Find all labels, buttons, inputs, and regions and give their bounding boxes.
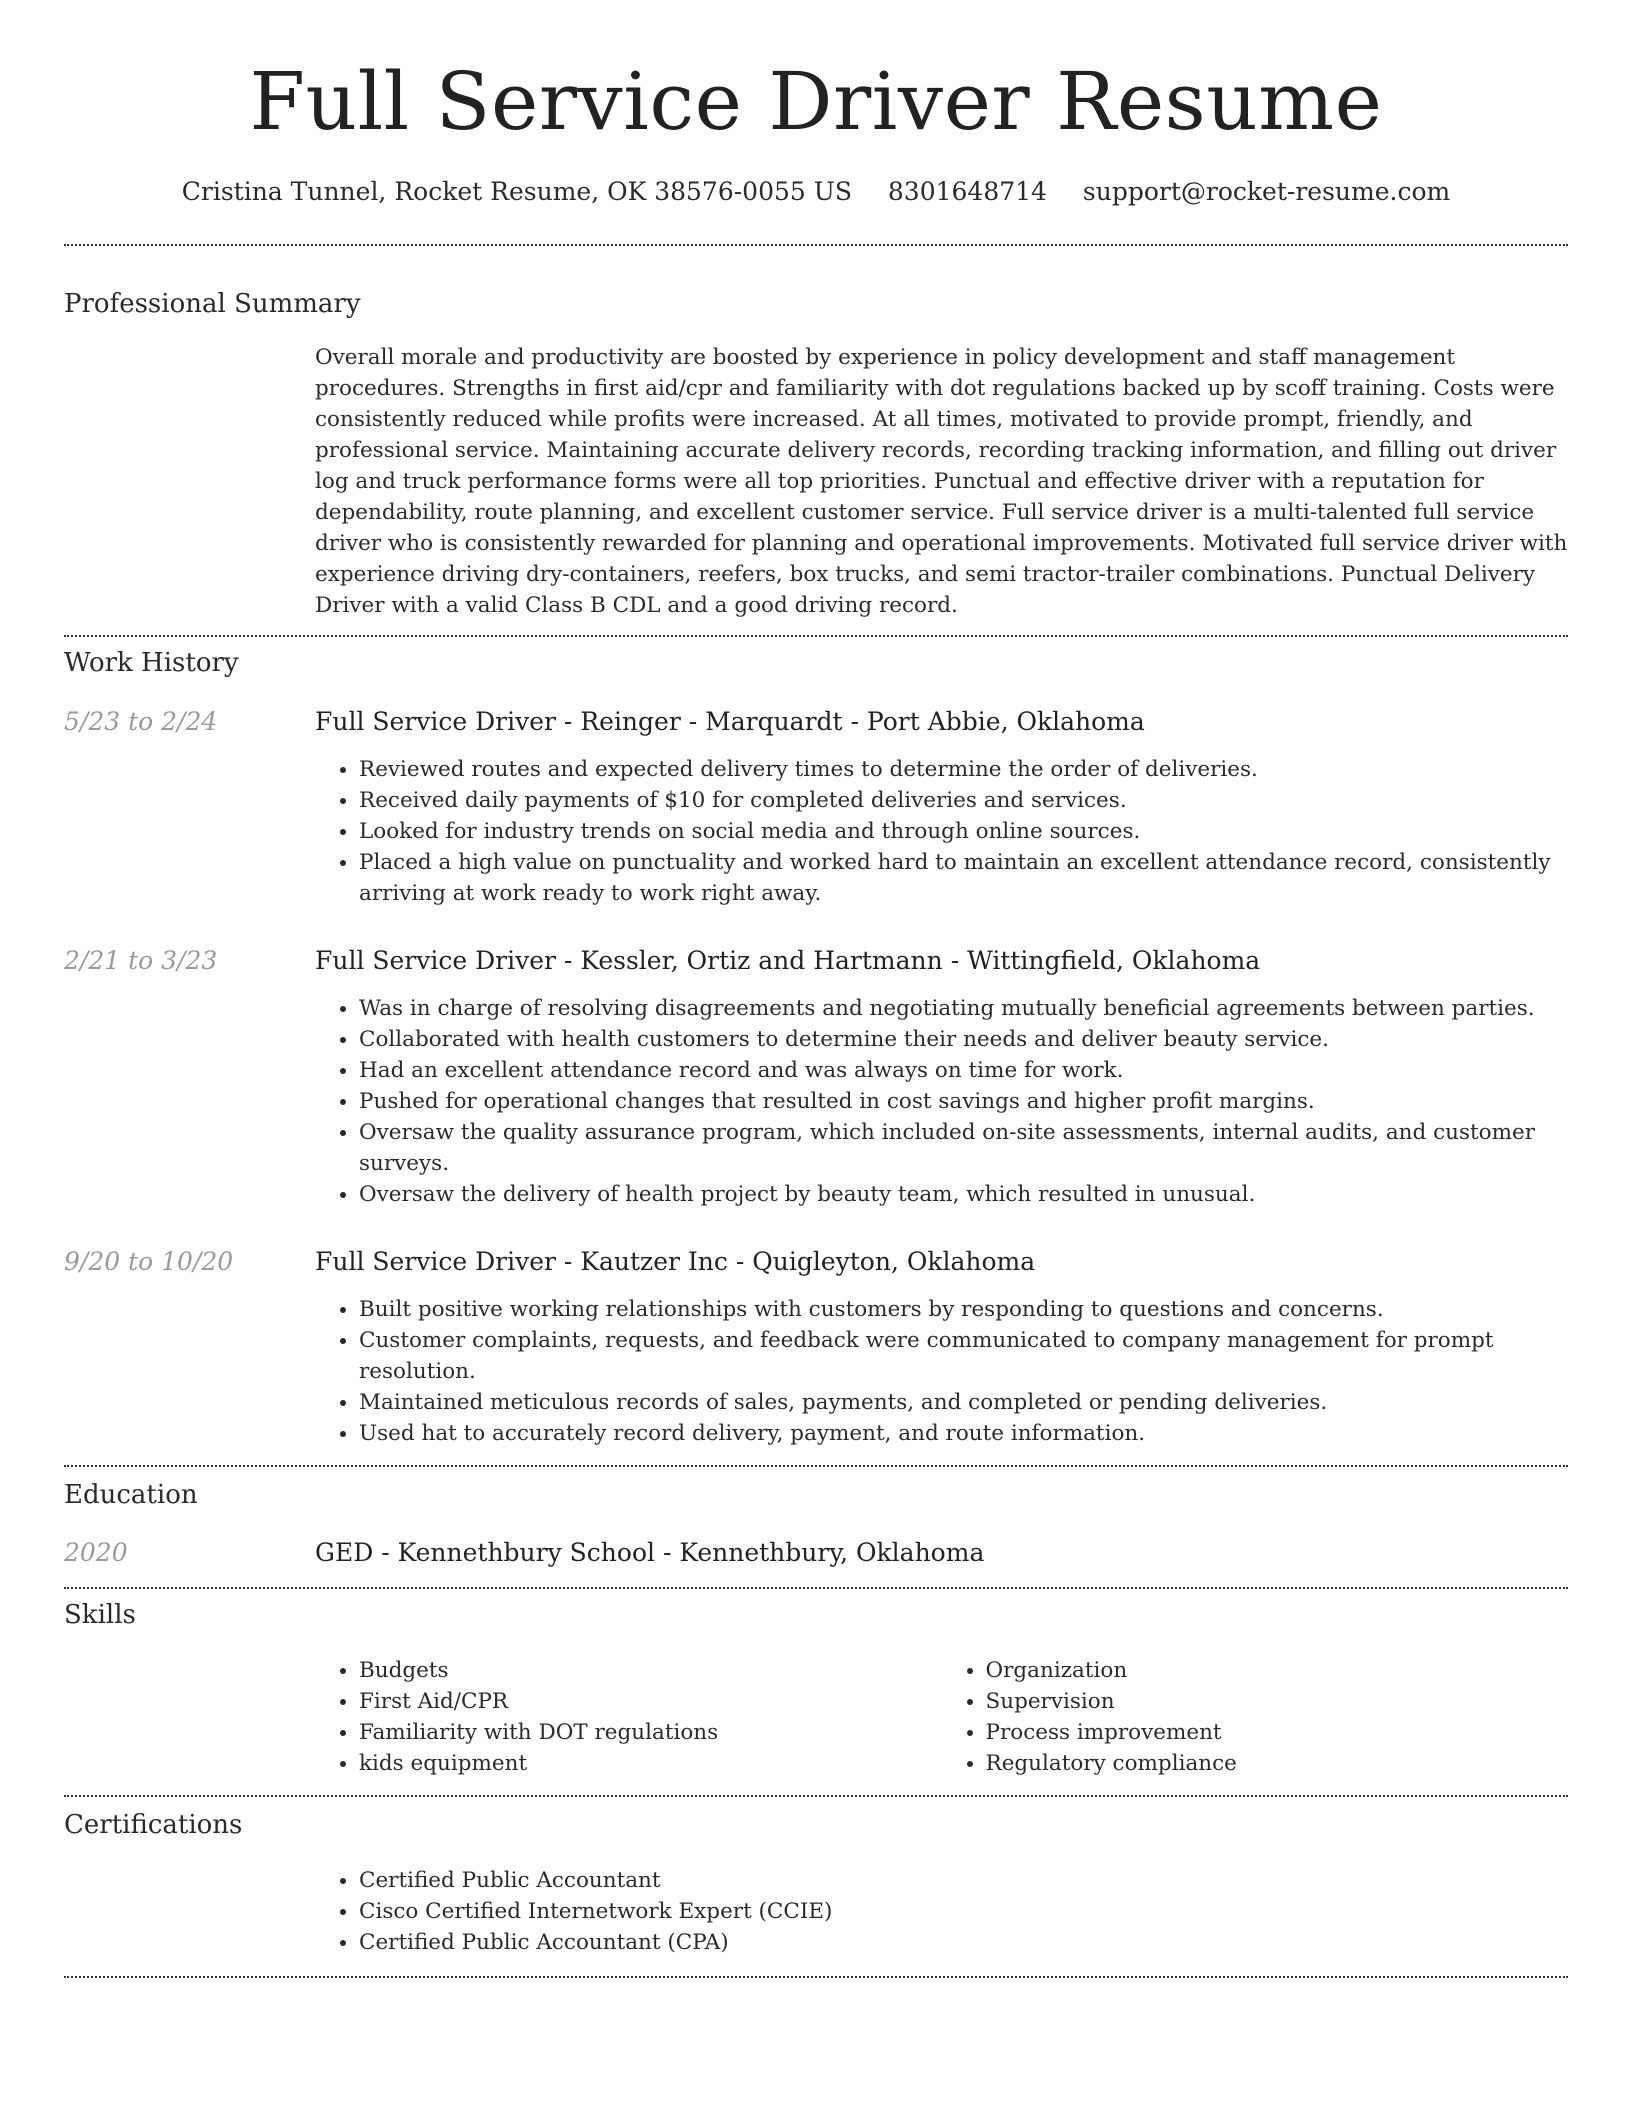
section-title-education: Education <box>64 1480 198 1510</box>
skill-item: • Regulatory compliance <box>986 1748 1569 1779</box>
certifications-section <box>64 1797 1568 1958</box>
job-bullets <box>315 1294 1568 1449</box>
education-year: 2020 <box>64 1538 128 1567</box>
section-title-skills: Skills <box>64 1600 136 1630</box>
list-item: • Reviewed routes and expected delivery times to determine the order of deliveries. <box>359 754 1568 785</box>
job-bullets <box>315 754 1568 909</box>
list-item: • Customer complaints, requests, and feedback were communicated to company management for prompt resolution. <box>359 1325 1568 1387</box>
certifications-spacer <box>64 1865 315 1958</box>
job-dates: 5/23 to 2/24 <box>64 707 218 736</box>
summary-spacer <box>64 342 315 621</box>
summary-text: Overall morale and productivity are boosted by experience in policy development and staff management procedures. Strengths in first aid/cpr and familiarity with dot regulations backed up by scoff training. Costs were consistently reduced while profits were increased. At all times, motivated to provide prompt, friendly, and professional service. Maintaining accurate delivery records, recording tracking information, and filling out driver log and truck performance forms were all top priorities. Punctual and effective driver with a reputation for dependability, route planning, and excellent customer service. Full service driver is a multi-talented full service driver who is consistently rewarded for planning and operational improvements. Motivated full service driver with experience driving dry-containers, reefers, box trucks, and semi tractor-trailer combinations. Punctual Delivery Driver with a valid Class B CDL and a good driving record. <box>315 345 1568 618</box>
section-title-work-history: Work History <box>64 648 239 678</box>
list-item: • Received daily payments of $10 for completed deliveries and services. <box>359 785 1568 816</box>
skills-list-left <box>315 1655 942 1779</box>
job-bullets <box>315 993 1568 1210</box>
divider <box>64 1976 1568 1978</box>
certification-item: • Certified Public Accountant <box>359 1865 1568 1896</box>
job-title: Full Service Driver - Kautzer Inc - Quigleyton, Oklahoma <box>315 1247 1036 1276</box>
skills-list-right <box>942 1655 1569 1779</box>
skills-section <box>64 1589 1568 1779</box>
job-dates: 9/20 to 10/20 <box>64 1247 234 1276</box>
skill-item: • Budgets <box>359 1655 942 1686</box>
list-item: • Used hat to accurately record delivery, payment, and route information. <box>359 1418 1568 1449</box>
skill-item: • Process improvement <box>986 1717 1569 1748</box>
skills-spacer <box>64 1655 315 1779</box>
list-item: • Built positive working relationships with customers by responding to questions and concerns. <box>359 1294 1568 1325</box>
list-item: • Was in charge of resolving disagreements and negotiating mutually beneficial agreements between parties. <box>359 993 1568 1024</box>
section-title-certifications: Certifications <box>64 1810 243 1840</box>
certifications-list <box>315 1865 1568 1958</box>
work-history-section <box>64 637 1568 1449</box>
list-item: • Placed a high value on punctuality and worked hard to maintain an excellent attendance record, consistently arriving at work ready to work right away. <box>359 847 1568 909</box>
contact-line <box>64 176 1568 208</box>
skill-item: • kids equipment <box>359 1748 942 1779</box>
contact-address: Cristina Tunnel, Rocket Resume, OK 38576-0055 US <box>181 177 852 206</box>
job-title: Full Service Driver - Reinger - Marquardt - Port Abbie, Oklahoma <box>315 707 1145 736</box>
list-item: • Had an excellent attendance record and was always on time for work. <box>359 1055 1568 1086</box>
contact-phone: 8301648714 <box>887 177 1047 206</box>
section-title-summary: Professional Summary <box>64 289 361 319</box>
education-section <box>64 1467 1568 1569</box>
skill-item: • Familiarity with DOT regulations <box>359 1717 942 1748</box>
certification-item: • Cisco Certified Internetwork Expert (CCIE) <box>359 1896 1568 1927</box>
education-entry: GED - Kennethbury School - Kennethbury, Oklahoma <box>315 1538 985 1567</box>
job-dates: 2/21 to 3/23 <box>64 946 218 975</box>
skill-item: • Organization <box>986 1655 1569 1686</box>
list-item: • Maintained meticulous records of sales, payments, and completed or pending deliveries. <box>359 1387 1568 1418</box>
resume-title: Full Service Driver Resume <box>249 55 1383 148</box>
contact-email: support@rocket-resume.com <box>1082 177 1451 206</box>
skill-item: • First Aid/CPR <box>359 1686 942 1717</box>
summary-section <box>64 246 1568 621</box>
list-item: • Oversaw the quality assurance program, which included on-site assessments, internal audits, and customer surveys. <box>359 1117 1568 1179</box>
list-item: • Pushed for operational changes that resulted in cost savings and higher profit margins. <box>359 1086 1568 1117</box>
skill-item: • Supervision <box>986 1686 1569 1717</box>
list-item: • Oversaw the delivery of health project by beauty team, which resulted in unusual. <box>359 1179 1568 1210</box>
certification-item: • Certified Public Accountant (CPA) <box>359 1927 1568 1958</box>
job-title: Full Service Driver - Kessler, Ortiz and Hartmann - Wittingfield, Oklahoma <box>315 946 1261 975</box>
list-item: • Looked for industry trends on social media and through online sources. <box>359 816 1568 847</box>
job-entry <box>64 706 1568 909</box>
job-entry <box>64 945 1568 1210</box>
job-entry <box>64 1246 1568 1449</box>
list-item: • Collaborated with health customers to determine their needs and deliver beauty service. <box>359 1024 1568 1055</box>
